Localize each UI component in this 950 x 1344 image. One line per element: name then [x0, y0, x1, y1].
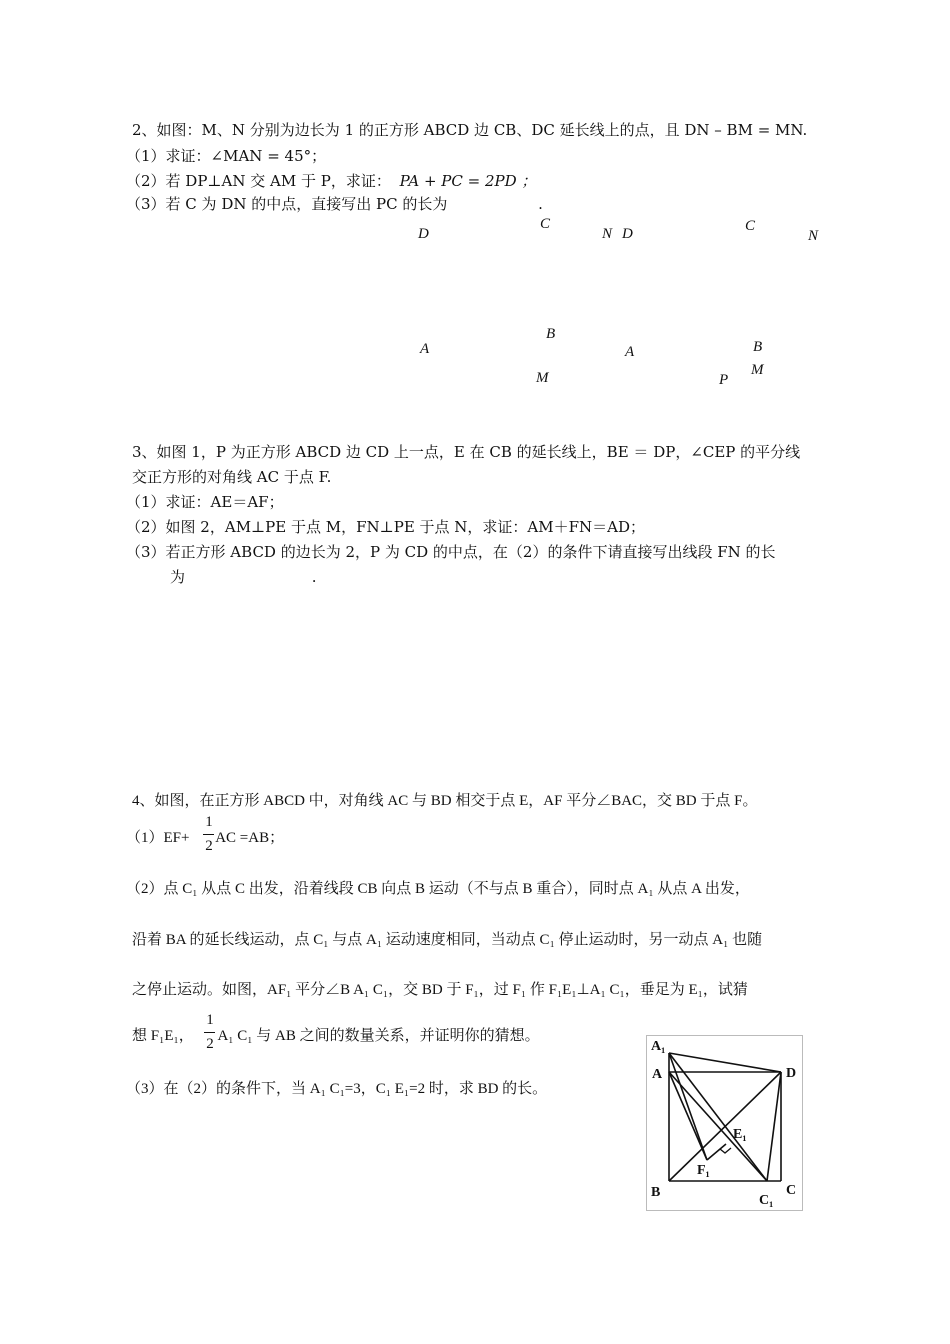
q4-figure-svg — [647, 1036, 802, 1210]
q2-fig2-label-C: C — [745, 218, 756, 234]
q4-segment-A1F1 — [669, 1053, 707, 1160]
q2-part3-blank: . — [538, 195, 543, 213]
q3-part3-line1: （3）若正方形 ABCD 的边长为 2，P 为 CD 的中点，在（2）的条件下请直接写出线段 FN 的长 — [126, 543, 776, 561]
q3-stem-line2: 交正方形的对角线 AC 于点 F. — [132, 468, 332, 486]
q4-part2-line4 — [132, 1027, 540, 1045]
q4-right-angle-mark — [720, 1148, 731, 1153]
q3-part3-wei: 为 — [170, 568, 186, 586]
q3-part1: （1）求证：AE＝AF； — [126, 493, 284, 511]
q2-part2-formula: PA + PC = 2PD ； — [399, 172, 537, 190]
q3-part3-line2 — [170, 568, 317, 586]
q2-part1: （1）求证：∠MAN = 45°； — [126, 147, 327, 165]
q4-label-D: D — [786, 1066, 797, 1081]
q4-segment-A1D — [669, 1053, 781, 1072]
q4-half2-numerator: 1 — [206, 1012, 214, 1028]
q2-part2 — [126, 172, 536, 190]
q4-part2-line4-suffix: A₁ C₁ 与 AB 之间的数量关系，并证明你的猜想。 — [217, 1028, 540, 1044]
q2-fig2-label-B: B — [753, 339, 763, 355]
q4-part2-line1: （2）点 C₁ 从点 C 出发，沿着线段 CB 向点 B 运动（不与点 B 重合），同时点 A₁ 从点 A 出发， — [126, 881, 750, 897]
q2-fig1-label-C: C — [540, 216, 551, 232]
q4-label-A1: A₁ — [651, 1039, 666, 1054]
q4-half-denominator: 2 — [205, 838, 213, 854]
q4-label-B: B — [651, 1185, 661, 1200]
q2-fig2-label-D: D — [622, 226, 633, 242]
q4-part2-line2: 沿着 BA 的延长线运动，点 C₁ 与点 A₁ 运动速度相同，当动点 C₁ 停止运动时，另一动点 A₁ 也随 — [132, 932, 763, 948]
q4-segment-BD — [669, 1072, 781, 1181]
q4-segment-AC1 — [669, 1072, 767, 1181]
q2-fig2-label-P: P — [719, 372, 729, 388]
q2-part3-text: （3）若 C 为 DN 的中点，直接写出 PC 的长为 — [126, 195, 448, 213]
q4-half2-bar — [204, 1032, 215, 1033]
q4-label-A: A — [652, 1067, 663, 1082]
q2-fig2-label-N: N — [808, 228, 819, 244]
q2-part3 — [126, 195, 543, 213]
q2-stem: 2、如图：M、N 分别为边长为 1 的正方形 ABCD 边 CB、DC 延长线上的点，且 DN – BM = MN. — [132, 121, 808, 139]
q4-part1-suffix: AC =AB； — [215, 830, 285, 846]
q4-half2-denominator: 2 — [206, 1036, 214, 1052]
q2-fig1-label-D: D — [418, 226, 429, 242]
q4-label-C1: C₁ — [759, 1193, 774, 1208]
q2-fig2-label-A: A — [625, 344, 635, 360]
q2-fig1-label-A: A — [420, 341, 430, 357]
q3-part3-blank: . — [311, 568, 317, 586]
q4-label-E1: E₁ — [733, 1127, 747, 1142]
q2-fig1-label-N: N — [602, 226, 613, 242]
q4-stem: 4、如图，在正方形 ABCD 中，对角线 AC 与 BD 相交于点 E，AF 平分∠BAC，交 BD 于点 F。 — [132, 793, 758, 809]
q2-fig2-label-M: M — [751, 362, 764, 378]
q4-half-numerator: 1 — [205, 814, 213, 830]
q3-stem-line1: 3、如图 1，P 为正方形 ABCD 边 CD 上一点，E 在 CB 的延长线上，BE ＝ DP，∠CEP 的平分线 — [132, 443, 801, 461]
q2-part2-text: （2）若 DP⊥AN 交 AM 于 P，求证： — [126, 172, 391, 190]
q4-part2-line3: 之停止运动。如图，AF₁ 平分∠B A₁ C₁，交 BD 于 F₁，过 F₁ 作 F₁E₁⊥A₁ C₁，垂足为 E₁，试猜 — [132, 982, 748, 998]
q4-label-C: C — [786, 1183, 797, 1198]
q2-fig1-label-B: B — [546, 326, 556, 342]
q4-label-F1: F₁ — [697, 1163, 710, 1178]
q4-segment-AF1 — [669, 1072, 707, 1160]
q2-fig1-label-M: M — [536, 370, 549, 386]
q4-part3: （3）在（2）的条件下，当 A₁ C₁=3，C₁ E₁=2 时，求 BD 的长。 — [126, 1081, 548, 1097]
q4-part2-line4-prefix: 想 F₁E₁， — [132, 1028, 194, 1044]
q4-part1-prefix: （1）EF+ — [126, 830, 190, 846]
q4-figure — [646, 1035, 803, 1211]
q4-segment-C1D — [767, 1072, 781, 1181]
q3-part2: （2）如图 2，AM⊥PE 于点 M，FN⊥PE 于点 N，求证：AM＋FN＝AD； — [126, 518, 646, 536]
q4-half-bar — [203, 834, 214, 835]
